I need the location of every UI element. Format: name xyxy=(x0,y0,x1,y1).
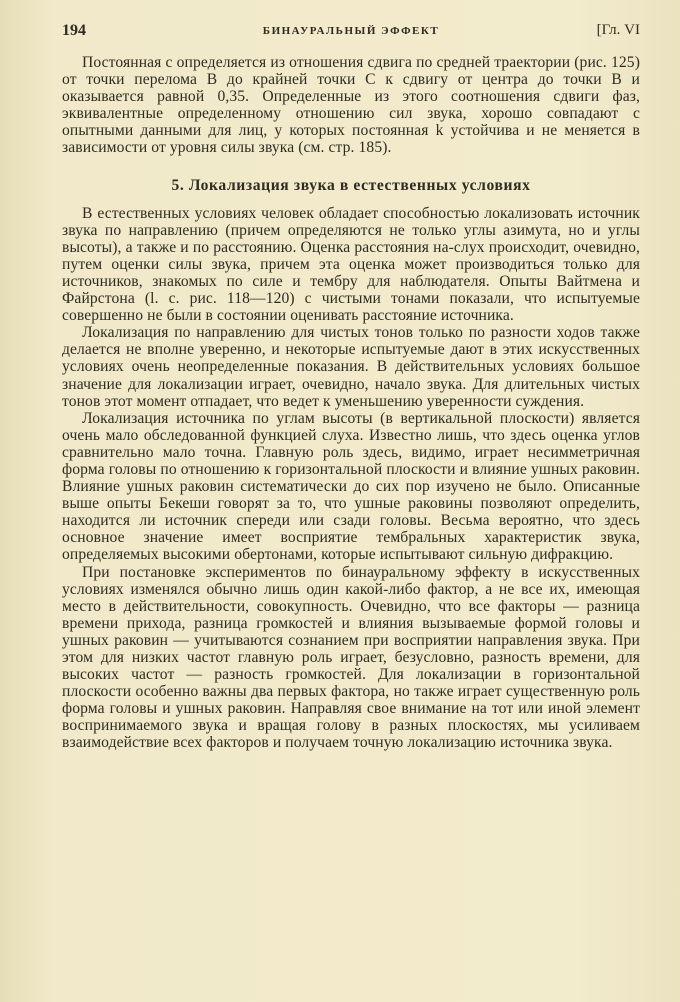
page-header xyxy=(62,22,640,48)
chapter-reference: [Гл. VI xyxy=(596,22,640,38)
running-title: БИНАУРАЛЬНЫЙ ЭФФЕКТ xyxy=(262,25,440,37)
intro-paragraph: Постоянная c определяется из отношения сдвига по средней траектории (рис. 125) от точки перелома B до крайней точки C к сдвигу от центра до точки B и оказывается равной 0,35. Определенные из этого соотношения сдвиги фаз, эквивалентные определенному отношению сил звука, хорошо совпадают с опытными данными для лиц, у которых постоянная k устойчива и не меняется в зависимости от уровня силы звука (см. стр. 185). xyxy=(62,54,640,157)
body-paragraph-2: Локализация по направлению для чистых тонов только по разности ходов также делается не вполне уверенно, и некоторые испытуемые дают в этих искусственных условиях очень неопределенные показания. В действительных условиях большое значение для локализации играет, очевидно, начало звука. Для длительных чистых тонов этот момент отпадает, что ведет к уменьшению уверенности суждения. xyxy=(62,324,640,410)
page-number: 194 xyxy=(62,22,86,39)
body-paragraph-1: В естественных условиях человек обладает способностью локализовать источник звука по направлению (причем определяются не только углы азимута, но и углы высоты), а также и по расстоянию. Оценка расстояния на-слух происходит, очевидно, путем оценки силы звука, причем эта оценка может производиться только для источников, знакомых по силе и тембру для наблюдателя. Опыты Вайтмена и Файрстона (l. c. рис. 118—120) с чистыми тонами показали, что испытуемые совершенно не были в состоянии оценивать расстояние источника. xyxy=(62,204,640,325)
section-heading: 5. Локализация звука в естественных условиях xyxy=(171,176,531,194)
body-paragraph-3: Локализация источника по углам высоты (в вертикальной плоскости) является очень мало обследованной функцией слуха. Известно лишь, что здесь оценка углов сравнительно мало точна. Главную роль здесь, видимо, играет несимметричная форма головы по отношению к горизонтальной плоскости и влияние ушных раковин. Влияние ушных раковин систематически до сих пор изучено не было. Описанные выше опыты Бекеши говорят за то, что ушные раковины позволяют определить, находится ли источник спереди или сзади головы. Весьма вероятно, что здесь основное значение имеет восприятие тембральных характеристик звука, определяемых высокими обертонами, которые испытывают сильную дифракцию. xyxy=(62,409,640,564)
body-paragraph-4: При постановке экспериментов по бинауральному эффекту в искусственных условиях изменялся обычно лишь один какой-либо фактор, а не все их, имеющая место в действительности, совокупность. Очевидно, что все факторы — разница времени прихода, разница громкостей и влияния вызываемые формой головы и ушных раковин — учитываются сознанием при восприятии направления звука. При этом для низких частот главную роль играет, безусловно, разность времени, для высоких частот — разность громкостей. Для локализации в горизонтальной плоскости особенно важны два первых фактора, но также играет существенную роль форма головы и ушных раковин. Направляя свое внимание на тот или иной элемент воспринимаемого звука и вращая голову в разных плоскостях, мы усиливаем взаимодействие всех факторов и получаем точную локализацию источника звука. xyxy=(62,563,640,752)
